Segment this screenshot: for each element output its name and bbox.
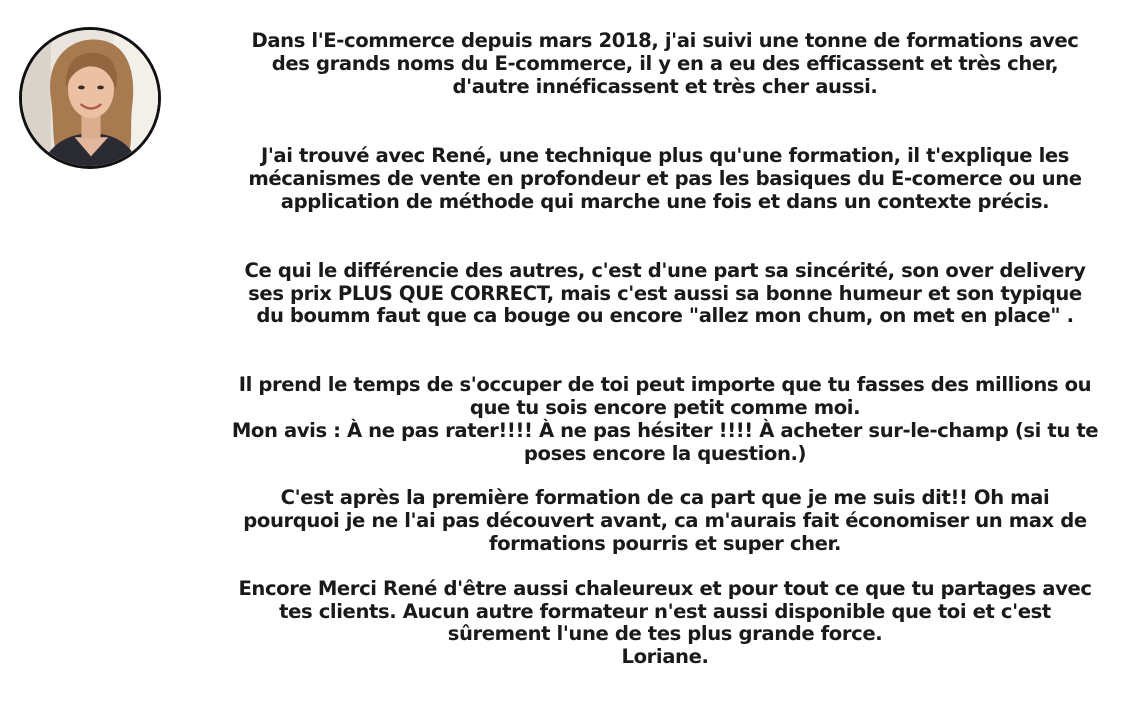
testimonial-paragraph-2: J'ai trouvé avec René, une technique plus qu'une formation, il t'explique les mécanismes de vente en profondeur et pas les basiques du E-comerce ou une application de méthode qui marche une fois et dans un contexte précis. [248,144,1082,213]
testimonial-paragraph-1: Dans l'E-commerce depuis mars 2018, j'ai suivi une tonne de formations avec des grands noms du E-commerce, il y en a eu des efficassent et très cher, d'autre innéficassent et très cher aussi. [251,29,1079,98]
avatar [19,27,161,169]
testimonial-text [192,30,1138,669]
testimonial-paragraph-6: Encore Merci René d'être aussi chaleureux et pour tout ce que tu partages avec tes clients. Aucun autre formateur n'est aussi disponible que toi et c'est sûrement l'une de tes plus grande force. Loriane. [238,576,1092,669]
woman-portrait-icon [22,30,158,166]
testimonial-paragraph-3: Ce qui le différencie des autres, c'est d'une part sa sincérité, son over delivery ses prix PLUS QUE CORRECT, mais c'est aussi sa bonne humeur et son typique du boumm faut que ca bouge ou encore "allez mon chum, on met en place" . [244,258,1086,328]
testimonial-paragraph-4: Il prend le temps de s'occuper de toi peut importe que tu fasses des millions ou que tu sois encore petit comme moi. Mon avis : À ne pas rater!!!! À ne pas hésiter !!!! À acheter sur-le-champ (si tu te poses encore la question.) [231,373,1099,465]
testimonial-paragraph-5: C'est après la première formation de ca part que je me suis dit!! Oh mai pourquoi je ne l'ai pas découvert avant, ca m'aurais fait économiser un max de formations pourris et super cher. [243,486,1087,555]
